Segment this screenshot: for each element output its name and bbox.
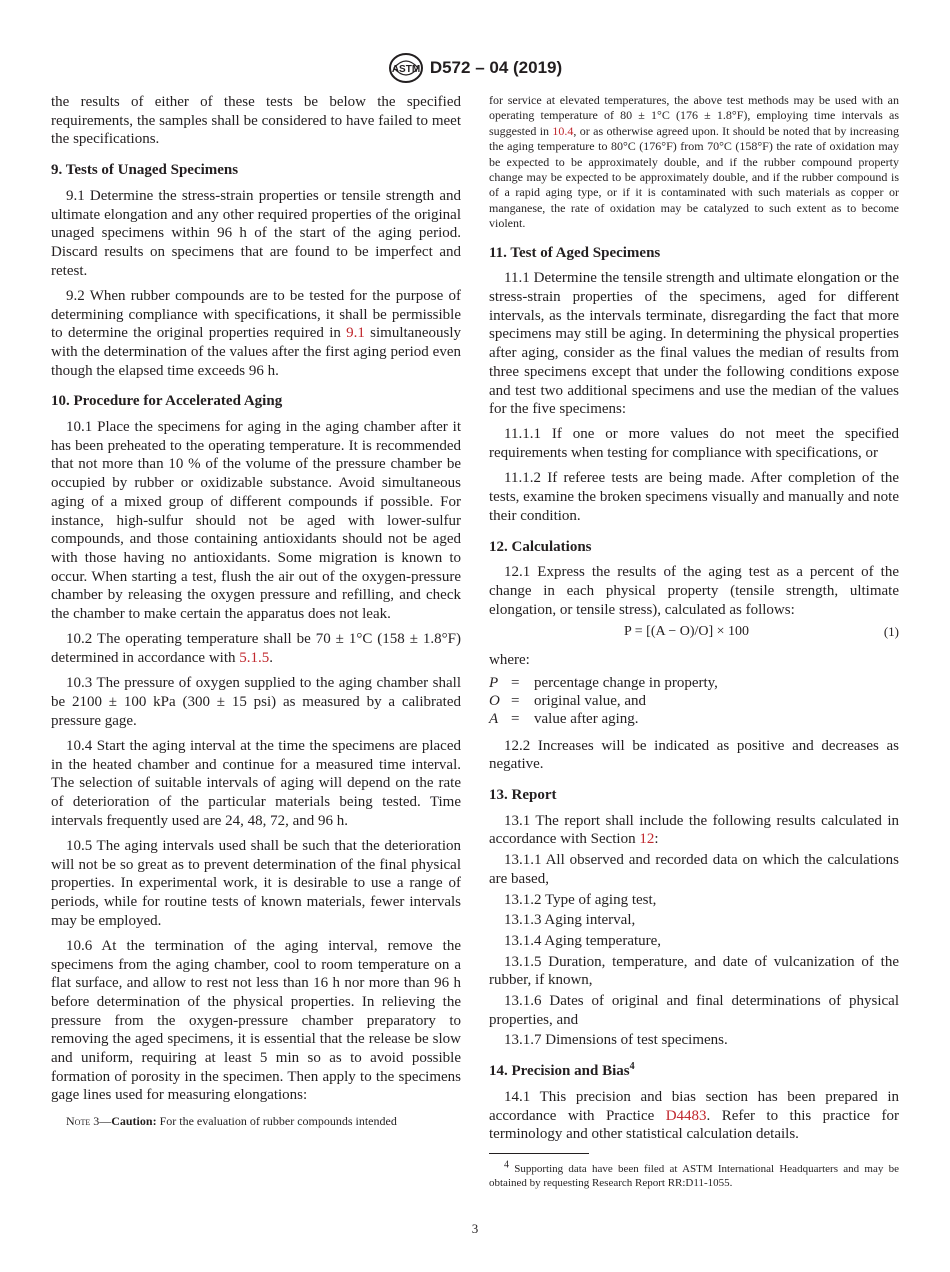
para-10-6: 10.6 At the termination of the aging interval, remove the specimens from the aging chamber, cool to room temperature on a flat surface, and allow to rest not less than 16 h nor more than 96 h before determination of the physical properties. In relieving the pressure from the oxygen-pressure chamber preparatory to removing the aged specimens, it is essential that the release be slow and uniform, requiring at least 5 min so as to avoid possible formation of porosity in the specimen. Then apply to the specimens gage lines used for measuring elongations: [51,937,461,1104]
report-items-list [489,851,899,1050]
footnote-4: $^4$ Supporting data have been filed at ASTM International Headquarters and may be obtained by requesting Research Report RR:D11-1055. [489,1159,899,1190]
right-column [489,93,899,1191]
link-9-1[interactable]: 9.1 [346,325,365,342]
footnote-marker[interactable]: 4 [629,1061,635,1073]
link-10-4[interactable]: 10.4 [552,123,574,138]
para-9-2: 9.2 When rubber compounds are to be tested for the purpose of determining compliance with specifications, it shall be permissible to determine the original properties required in 9.1 simultaneously with the determination of the values after the first aging period even though the elapsed time exceeds 96 h. [51,287,461,379]
section-9-heading: 9. Tests of Unaged Specimens [51,162,239,179]
variable-definition [489,692,899,710]
equals-sign: = [511,711,520,728]
left-column [51,93,461,1130]
variable-symbol: O [489,693,500,710]
section-10-heading: 10. Procedure for Accelerated Aging [51,393,283,410]
para-10-4: 10.4 Start the aging interval at the time the specimens are placed in the heated chamber and continue for a measured time interval. The selection of suitable intervals of aging will depend on the rate of deterioration of the particular materials being tested. Time intervals frequently used are 24, 48, 72, and 96 h. [51,737,461,829]
variable-symbol: P [489,675,499,692]
equation-number: (1) [883,624,899,640]
report-item: 13.1.2 Type of aging test, [504,891,657,908]
where-label: where: [489,652,530,669]
variable-description: percentage change in property, [534,675,718,692]
equals-sign: = [511,693,520,710]
para-11-1: 11.1 Determine the tensile strength and ultimate elongation or the stress-strain properties of the specimens, aged for different intervals, as the intervals terminate, disregarding the fact that more specimens may still be aging. In determining the physical properties after aging, consider as the final values the median of results from three specimens except that under the following conditions expose and test two additional specimens and use the median of the values for the five specimens: [489,270,899,418]
variable-description: original value, and [534,693,647,710]
variable-symbol: A [489,711,499,728]
para-12-1: 12.1 Express the results of the aging test as a percent of the change in each physical property (tensile strength, ultimate elongation, or tensile stress), calculated as follows: [489,564,899,618]
document-designation: D572 – 04 (2019) [429,58,563,77]
para-11-1-2: 11.1.2 If referee tests are being made. After completion of the tests, examine the broken specimens visually and manually and note their condition. [489,470,899,524]
astm-logo-icon [388,52,424,84]
para-10-2: 10.2 The operating temperature shall be 70 ± 1°C (158 ± 1.8°F) determined in accordance with 5.1.5. [51,631,461,666]
para-10-3: 10.3 The pressure of oxygen supplied to the aging chamber shall be 2100 ± 100 kPa (300 ± 15 psi) as measured by a calibrated pressure gage. [51,675,461,729]
note-3: Note 3—Caution: For the evaluation of rubber compounds intended [66,1114,397,1129]
equals-sign: = [511,675,520,692]
variable-definition [489,710,899,728]
page-header [0,52,950,84]
equation-expression: P = [(A − O)/O] × 100 [624,624,750,640]
para-13-1: 13.1 The report shall include the following results calculated in accordance with Section 12: [489,812,899,848]
astm-logo-text: ASTM [391,64,420,75]
section-14-heading: 14. Precision and Bias$^4$ [489,1061,635,1080]
footnote-divider [489,1153,589,1154]
para-11-1-1: 11.1.1 If one or more values do not meet the specified requirements when testing for compliance with specifications, or [489,426,899,462]
para-12-2: 12.2 Increases will be indicated as positive and decreases as negative. [489,737,899,773]
link-d4483[interactable]: D4483 [665,1107,707,1124]
section-11-heading: 11. Test of Aged Specimens [489,244,661,261]
page-number: 3 [471,1221,479,1236]
variable-definitions [489,674,899,729]
link-5-1-5[interactable]: 5.1.5 [239,649,270,666]
variable-definition [489,674,899,692]
report-item: 13.1.5 Duration, temperature, and date of vulcanization of the rubber, if known, [489,953,899,989]
variable-description: value after aging. [534,711,639,728]
para-10-1: 10.1 Place the specimens for aging in the aging chamber after it has been preheated to the operating temperature. It is recommended that not more than 10 % of the volume of the pressure chamber be occupied by rubber or oxidizable substance. Avoid simultaneous aging of a mixed group of different compounds if possible. For instance, high-sulfur should not be aged with lower-sulfur compounds, and those containing antioxidants should not be aged with those having no antioxidants. Some migration is known to occur. When starting a test, flush the air out of the oxygen-pressure chamber by releasing the oxygen pressure and refilling, and check the chamber to make certain the apparatus does not leak. [51,419,461,623]
report-item: 13.1.7 Dimensions of test specimens. [504,1032,728,1049]
report-item: 13.1.4 Aging temperature, [504,932,662,949]
link-section-12[interactable]: 12 [639,831,655,848]
report-item: 13.1.3 Aging interval, [504,912,636,929]
section-13-heading: 13. Report [489,787,557,804]
continued-paragraph: the results of either of these tests be below the specified requirements, the samples shall be considered to have failed to meet the specifications. [51,94,461,148]
para-14-1: 14.1 This precision and bias section has been prepared in accordance with Practice D4483. Refer to this practice for terminology and other statistical calculation details. [489,1088,899,1143]
para-9-1: 9.1 Determine the stress-strain properties or tensile strength and ultimate elongation and any other required properties of the original unaged specimens within 96 h of the start of the aging period. Discard results on specimens that are found to be imperfect and retest. [51,187,461,279]
note-3-continued: for service at elevated temperatures, the above test methods may be used with an operating temperature of 80 ± 1°C (176 ± 1.8°F), employing time intervals as suggested in 10.4, or as otherwise agreed upon. It should be noted that by increasing the aging temperature to 80°C (176°F) from 70°C (158°F) the rate of oxidation may be expected to be approximately double, and if the rubber compound property change may be expected to be approximately double, and if the rubber compound is of a rapid aging type, or if it is contaminated with such materials as copper or manganese, the rate of oxidation may be catalyzed to such extent as to become violent. [489,93,899,231]
report-item: 13.1.6 Dates of original and final determinations of physical properties, and [489,993,899,1028]
report-item: 13.1.1 All observed and recorded data on which the calculations are based, [489,852,899,887]
section-12-heading: 12. Calculations [489,538,592,555]
equation-1 [489,622,899,644]
para-10-5: 10.5 The aging intervals used shall be such that the deterioration will not be so great as to prevent determination of the final physical properties. In experimental work, it is desirable to use a range of periods, while for routine tests of known materials, fewer intervals may be employed. [51,837,461,929]
